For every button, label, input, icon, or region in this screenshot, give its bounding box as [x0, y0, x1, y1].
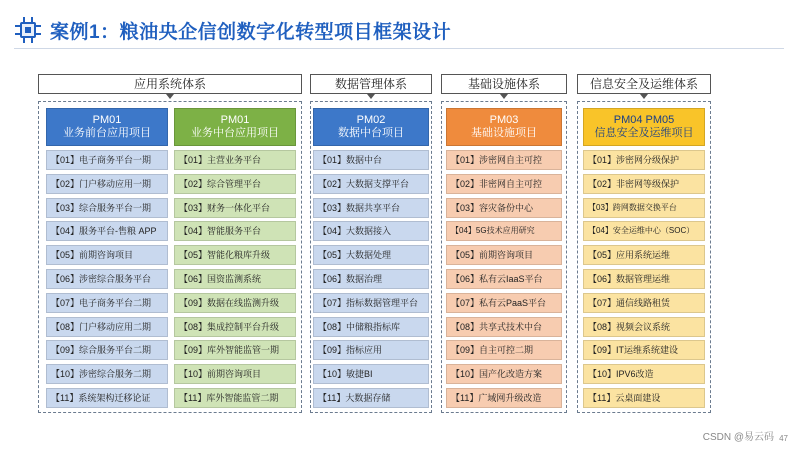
- project-item: 【11】广域网升级改造: [446, 388, 562, 408]
- project-item: 【05】应用系统运维: [583, 245, 705, 265]
- project-item: 【02】非密网自主可控: [446, 174, 562, 194]
- project-item: 【11】系统架构迁移论证: [46, 388, 168, 408]
- page-number: 47: [779, 434, 788, 443]
- project-item: 【08】视频会议系统: [583, 317, 705, 337]
- project-item: 【09】综合服务平台二期: [46, 340, 168, 360]
- project-item: 【01】数据中台: [313, 150, 429, 170]
- project-item: 【05】大数据处理: [313, 245, 429, 265]
- project-code: PM03: [489, 114, 519, 126]
- project-item: 【01】主营业务平台: [174, 150, 296, 170]
- project-item: 【05】智能化粮库升级: [174, 245, 296, 265]
- project-item: 【07】通信线路租赁: [583, 293, 705, 313]
- project-item: 【04】安全运维中心（SOC）: [583, 221, 705, 241]
- project-item: 【11】云桌面建设: [583, 388, 705, 408]
- project-item: 【08】门户移动应用二期: [46, 317, 168, 337]
- project-item: 【09】指标应用: [313, 340, 429, 360]
- project-item: 【02】大数据支撑平台: [313, 174, 429, 194]
- title-bar: [14, 16, 451, 44]
- project-item: 【11】库外智能监管二期: [174, 388, 296, 408]
- project-code: PM01: [220, 114, 250, 126]
- project-name: 业务中台应用项目: [191, 127, 279, 139]
- project-item: 【10】IPV6改造: [583, 364, 705, 384]
- project-item: 【02】综合管理平台: [174, 174, 296, 194]
- project-item: 【10】涉密综合服务二期: [46, 364, 168, 384]
- project-item: 【05】前期咨询项目: [446, 245, 562, 265]
- project-item: 【07】私有云PaaS平台: [446, 293, 562, 313]
- project-name: 数据中台项目: [338, 127, 404, 139]
- project-item: 【01】涉密网分级保护: [583, 150, 705, 170]
- project-item: 【05】前期咨询项目: [46, 245, 168, 265]
- project-item: 【09】IT运维系统建设: [583, 340, 705, 360]
- page-title: 案例1：粮油央企信创数字化转型项目框架设计: [50, 21, 452, 43]
- title-divider: [14, 48, 784, 49]
- project-name: 业务前台应用项目: [63, 127, 151, 139]
- group-header-data: 数据管理体系: [310, 74, 432, 94]
- project-item: 【03】综合服务平台一期: [46, 198, 168, 218]
- column-pm03: [446, 108, 562, 412]
- group-header-security: 信息安全及运维体系: [577, 74, 711, 94]
- project-item: 【08】集成控制平台升级: [174, 317, 296, 337]
- project-item: 【03】财务一体化平台: [174, 198, 296, 218]
- project-code: PM04 PM05: [613, 114, 675, 126]
- column-pm01-middle: [174, 108, 296, 412]
- project-item: 【01】涉密网自主可控: [446, 150, 562, 170]
- project-item: 【06】国资监测系统: [174, 269, 296, 289]
- project-item: 【09】库外智能监管一期: [174, 340, 296, 360]
- project-item: 【08】共享式技术中台: [446, 317, 562, 337]
- project-item: 【02】非密网等级保护: [583, 174, 705, 194]
- project-code: PM02: [356, 114, 386, 126]
- project-item: 【08】中储粮指标库: [313, 317, 429, 337]
- project-item: 【10】国产化改造方案: [446, 364, 562, 384]
- column-header: [583, 108, 705, 146]
- project-item: 【04】5G技术应用研究: [446, 221, 562, 241]
- column-pm01-front: [46, 108, 168, 412]
- project-item: 【04】智能服务平台: [174, 221, 296, 241]
- project-item: 【10】前期咨询项目: [174, 364, 296, 384]
- group-header-application: 应用系统体系: [38, 74, 302, 94]
- project-item: 【09】自主可控二期: [446, 340, 562, 360]
- column-header: [446, 108, 562, 146]
- project-item: 【03】数据共享平台: [313, 198, 429, 218]
- column-pm04-pm05: [583, 108, 705, 412]
- project-name: 基础设施项目: [471, 127, 537, 139]
- project-code: PM01: [92, 114, 122, 126]
- project-item: 【06】数据治理: [313, 269, 429, 289]
- project-item: 【04】大数据接入: [313, 221, 429, 241]
- project-item: 【09】数据在线监测升级: [174, 293, 296, 313]
- project-item: 【06】涉密综合服务平台: [46, 269, 168, 289]
- project-item: 【07】指标数据管理平台: [313, 293, 429, 313]
- column-pm02: [313, 108, 429, 412]
- chip-icon: [14, 16, 42, 44]
- project-item: 【01】电子商务平台一期: [46, 150, 168, 170]
- project-item: 【04】服务平台-售粮 APP: [46, 221, 168, 241]
- column-header: [174, 108, 296, 146]
- project-item: 【10】敏捷BI: [313, 364, 429, 384]
- project-item: 【06】数据管理运维: [583, 269, 705, 289]
- group-header-infrastructure: 基础设施体系: [441, 74, 567, 94]
- project-item: 【07】电子商务平台二期: [46, 293, 168, 313]
- footer-credit: CSDN @易云码: [702, 432, 774, 443]
- project-item: 【11】大数据存储: [313, 388, 429, 408]
- project-item: 【03】跨网数据交换平台: [583, 198, 705, 218]
- project-item: 【03】容灾备份中心: [446, 198, 562, 218]
- project-item: 【06】私有云IaaS平台: [446, 269, 562, 289]
- project-name: 信息安全及运维项目: [594, 127, 694, 139]
- column-header: [46, 108, 168, 146]
- project-item: 【02】门户移动应用一期: [46, 174, 168, 194]
- column-header: [313, 108, 429, 146]
